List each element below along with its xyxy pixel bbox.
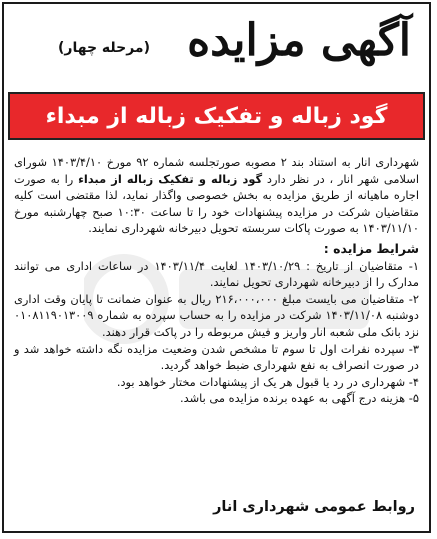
notice-title: آگهی مزایده [187,15,411,66]
condition-item: ۴- شهرداری در رد یا قبول هر یک از پیشنهادات مختار خواهد بود. [116,374,419,389]
condition-item: ۵- هزینه درج آگهی به عهده برنده مزایده می باشد. [180,391,419,406]
title-row [14,10,419,80]
notice-body [14,154,419,407]
intro-paragraph [14,154,419,237]
stage-label: (مرحله چهار) [58,40,150,56]
footer-signature: روابط عمومی شهرداری انار [213,499,415,515]
condition-item: ۱- متقاضیان از تاریخ : ۱۴۰۳/۱۰/۲۹ لغایت ۱۴۰۳/۱۱/۴ در ساعات اداری می توانند مدارک را از دبیرخانه شهرداری تحویل نمایند. [14,258,419,290]
condition-item: ۲- متقاضیان می بایست مبلغ ۲۱۶،۰۰۰،۰۰۰ ریال به عنوان ضمانت تا پایان وقت اداری دوشنبه ۱۴۰۳/۱۱/۰۸ شرکت در مزایده را به حساب سپرده به شماره ۰۱۰۸۱۱۹۰۱۳۰۰۹ نزد بانک ملی شعبه انار واریز و فیش مربوطه را در پاکت قرار دهند. [14,291,419,339]
intro-text-end: را به صورت اجاره ماهیانه از طریق مزایده به بخش خصوصی واگذار نماید، لذا مقتضی است کلیه متقاضیان شرکت در مزایده پیشنهادات خود را تا ساعت ۱۰:۳۰ صبح چهارشنبه مورخ ۱۴۰۳/۱۱/۱۰ به صورت پاکات سربسته تحویل دبیرخانه شهرداری نمایند. [14,171,419,236]
conditions-list [14,258,419,407]
condition-item: ۳- سپرده نفرات اول تا سوم تا مشخص شدن وضعیت مزایده نگه داشته خواهد شد و در صورت انصراف به نفع شهرداری ضبط خواهد گردید. [14,341,419,373]
conditions-heading: شرایط مزایده : [323,240,419,256]
subject-banner: گود زباله و تفکیک زباله از مبداء [8,92,425,140]
intro-text-start: شهرداری انار به استناد بند ۲ مصوبه صورتجلسه شماره ۹۲ مورخ ۱۴۰۳/۴/۱۰ شورای اسلامی شهر انار ، در نظر دارد [14,155,419,186]
intro-subject: گود زباله و تفکیک زباله از مبداء [78,171,263,186]
notice-frame [2,2,431,533]
